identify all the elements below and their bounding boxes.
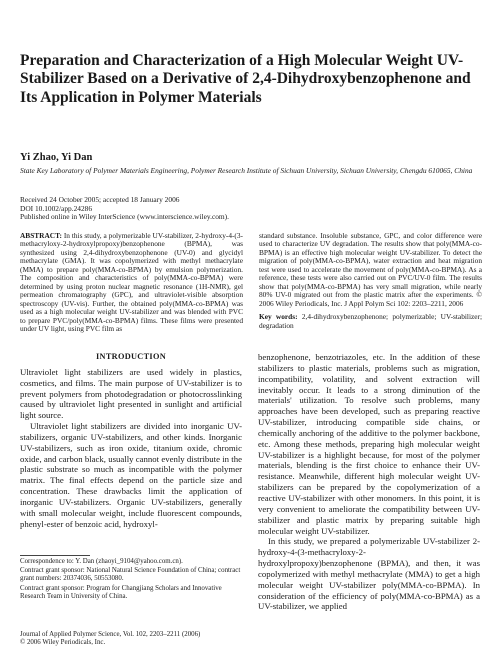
grant-sponsor-1: Contract grant sponsor: National Natural Science Foundation of China; contract grant numbers: 20374036, 50553080.: [20, 567, 241, 583]
footnote-rule: [20, 555, 90, 556]
journal-info: [20, 631, 242, 647]
section-heading-introduction: INTRODUCTION: [96, 352, 166, 361]
intro-paragraph-3: benzophenone, benzotriazoles, etc. In the addition of these stabilizers to plastic materials, problems such as migration, incompatibility, volatility, and solvent extraction will inevitably occur. It leads to a strong diminution of the materials' utilization. To resolve such problems, many approaches have been developed, such as preparing reactive UV-stabilizer, introducing compatible side chains, or chemically anchoring of the additive to the polymer backbone, etc. Among these methods, preparing high molecular weight UV-stabilizer is a highlight because, for most of the polymer materials, blending is the first choice to enhance their UV-resistance. Meanwhile, different high molecular weight UV-stabilizers can be prepared by the copolymerization of a reactive UV-stabilizer with other monomers. In this point, it is very convenient to ameliorate the compatibility between UV-stabilizer and plastic matrix by preparing suitable high molecular weight UV-stabilizer.: [258, 352, 480, 536]
copyright-citation: © 2006 Wiley Periodicals, Inc. J Appl Polym Sci 102: 2203–2211, 2006: [259, 290, 482, 308]
published-online: Published online in Wiley InterScience (www.interscience.wiley.com).: [20, 212, 229, 222]
abstract-text-right: standard substance. Insoluble substance, GPC, and color difference were used to characterize UV degradation. The results show that poly(MMA-co-BPMA) is an effective high molecular weight UV-stabilizer. To detect the migration of poly(MMA-co-BPMA), water extraction and heat migration test were used to accelerate the movement of poly(MMA-co-BPMA). As a reference, these tests were also carried out on PVC/UV-0 film. The results show that poly(MMA-co-BPMA) has very small migration, while nearly 80% UV-0 migrated out from the plastic matrix after the experiments.: [259, 231, 482, 300]
abstract-text-left: In this study, a polymerizable UV-stabilizer, 2-hydroxy-4-(3-methacryloxy-2-hydroxylpropoxy)benzophenone (BPMA), was synthesized using 2,4-dihydroxybenzophenone (UV-0) and glycidyl methacrylate (GMA). It was copolymerized with methyl methacrylate (MMA) to prepare poly(MMA-co-BPMA) by emulsion polymerization. The composition and characteristics of poly(MMA-co-BPMA) were determined by using proton nuclear magnetic resonance (1H-NMR), gel permeation chromatography (GPC), and ultraviolet-visible absorption spectroscopy (UV-vis). Further, the obtained poly(MMA-co-BPMA) was used as a high molecular weight UV-stabilizer and was blended with PVC to prepare PVC/poly(MMA-co-BPMA) films. These films were presented under UV light, using PVC film as: [20, 231, 243, 333]
intro-paragraph-1: Ultraviolet light stabilizers are used widely in plastics, cosmetics, and films. The main purpose of UV-stabilizer is to prevent polymers from photodegradation or photocrosslinking caused by ultraviolet light presented in sunlight and artificial light source.: [20, 366, 242, 421]
intro-paragraph-2-text: Ultraviolet light stabilizers are divided into inorganic UV-stabilizers, organic UV-stabilizers, and other kinds. Inorganic UV-stabilizers, such as iron oxide, titanium oxide, chromic oxide, and carbon black, usually cannot evenly distribute in the plastic substrate so much as incompatible with the polymer matrix. The final effects depend on the particle size and concentration. These drawbacks limit the application of inorganic UV-stabilizers. Organic UV-stabilizers, generally with small molecular weight, include fluorescent compounds, phenyl-ester of benzoic acid, hydroxyl-: [20, 421, 242, 529]
received-dates: Received 24 October 2005; accepted 18 January 2006: [20, 195, 180, 204]
received-info: [20, 196, 480, 222]
abstract-label: ABSTRACT:: [20, 231, 62, 240]
intro-paragraph-4: In this study, we prepared a polymerizable UV-stabilizer 2-hydroxy-4-(3-methacryloxy-2-hydroxylpropoxy)benzophenone (BPMA), and then, it was copolymerized with methyl methacrylate (MMA) to get a high molecular weight UV-stabilizer poly(MMA-co-BPMA). In consideration of the efficiency of poly(MMA-co-BPMA) as a UV-stabilizer, we applied: [258, 536, 480, 612]
keywords-text: 2,4-dihydroxybenzophenone; polymerizable; UV-stabilizer; degradation: [259, 312, 482, 330]
journal-citation: Journal of Applied Polymer Science, Vol. 102, 2203–2211 (2006): [20, 631, 201, 638]
grant-sponsor-2: Contract grant sponsor: Program for Changjiang Scholars and Innovative Research Team in University of China.: [20, 584, 222, 600]
keywords-label: Key words:: [259, 312, 298, 322]
abstract-right-column: [259, 232, 482, 330]
keywords: [259, 313, 482, 330]
affiliation: State Key Laboratory of Polymer Materials Engineering, Polymer Research Institute of Sichuan University, Sichuan University, Chengdu 610065, China: [20, 166, 473, 175]
doi: DOI 10.1002/app.24286: [20, 203, 93, 213]
journal-copyright: © 2006 Wiley Periodicals, Inc.: [20, 639, 106, 647]
intro-paragraph-2: [20, 421, 242, 529]
body-right-column: [258, 352, 480, 612]
footnotes: [20, 558, 242, 602]
correspondence-note: Correspondence to: Y. Dan (zhaoyi_9104@yahoo.com.cn).: [20, 558, 183, 565]
paper-title: Preparation and Characterization of a High Molecular Weight UV-Stabilizer Based on a Derivative of 2,4-Dihydroxybenzophenone and Its Application in Polymer Materials: [20, 52, 471, 106]
authors: Yi Zhao, Yi Dan: [20, 152, 93, 163]
abstract-left-column: [20, 232, 243, 333]
body-left-column: [20, 352, 242, 530]
